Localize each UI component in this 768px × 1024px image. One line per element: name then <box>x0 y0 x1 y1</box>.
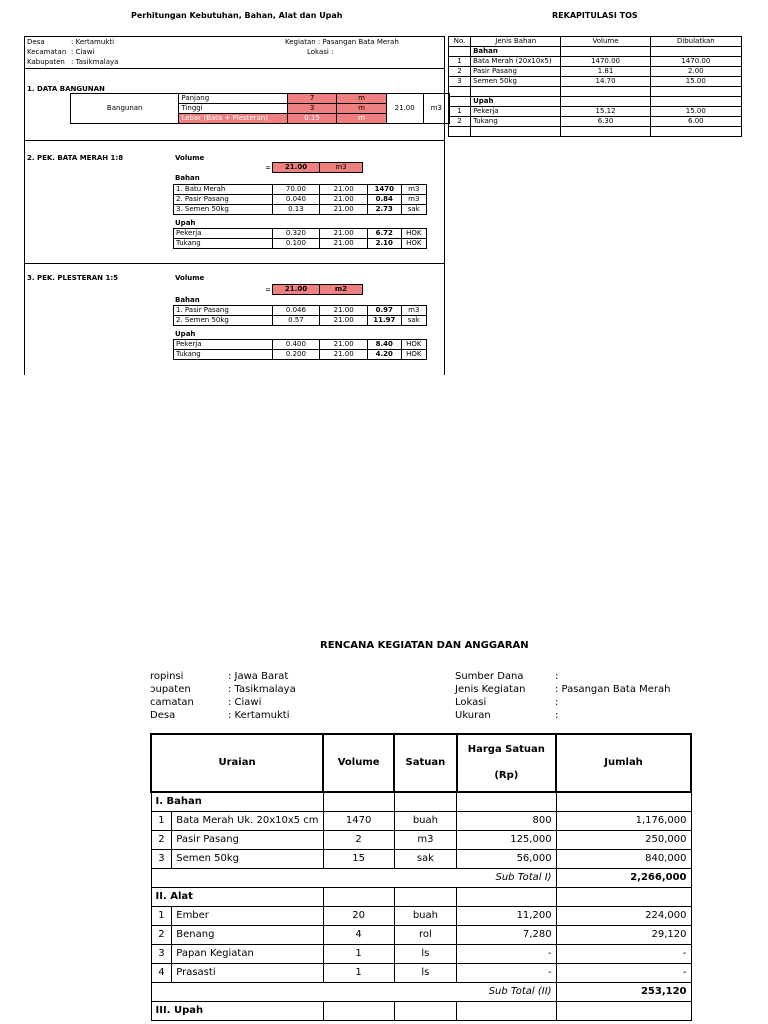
bangunan-volume-unit: m3 <box>423 94 449 124</box>
row-harga: 800 <box>457 812 556 831</box>
recap-no: 1 <box>449 107 471 117</box>
recap-no: 1 <box>449 57 471 67</box>
item-unit: sak <box>401 316 426 326</box>
row-satuan: buah <box>394 907 456 926</box>
recap-group-label: Upah <box>471 97 561 107</box>
item-unit: HOK <box>401 350 426 360</box>
recap-rounded: 2.00 <box>650 67 741 77</box>
item-total: 0.84 <box>368 195 402 205</box>
row-volume: 4 <box>323 926 394 945</box>
recap-rounded: 15.00 <box>650 107 741 117</box>
item-total: 2.10 <box>368 239 402 249</box>
header-volume: Volume <box>323 734 394 792</box>
header-harga <box>457 734 556 792</box>
dimension-name: Tinggi <box>179 104 287 114</box>
item-unit: m3 <box>401 195 426 205</box>
item-total: 8.40 <box>368 340 402 350</box>
info-value: : <box>555 697 559 708</box>
calculation-sheet <box>24 36 445 375</box>
kabupaten-value: : Tasikmalaya <box>71 58 119 66</box>
item-coef: 0.400 <box>272 340 320 350</box>
volume-unit: m2 <box>320 285 363 295</box>
desa-value: : Kertamukti <box>71 38 115 46</box>
item-coef: 0.57 <box>272 316 320 326</box>
row-volume: 15 <box>323 850 394 869</box>
upah-label: Upah <box>175 330 196 338</box>
item-unit: HOK <box>401 239 426 249</box>
dimension-unit: m <box>337 114 386 124</box>
row-satuan: sak <box>394 850 456 869</box>
info-label: Ukuran <box>455 710 491 721</box>
item-vol: 21.00 <box>320 340 368 350</box>
info-label: Lokasi <box>455 697 487 708</box>
recap-name: Semen 50kg <box>471 77 561 87</box>
item-coef: 0.040 <box>272 195 320 205</box>
header-jumlah: Jumlah <box>556 734 691 792</box>
row-volume: 1470 <box>323 812 394 831</box>
row-satuan: ls <box>394 945 456 964</box>
item-unit: sak <box>401 205 426 215</box>
volume-unit: m3 <box>320 163 363 173</box>
recap-no: 2 <box>449 117 471 127</box>
recap-name: Bata Merah (20x10x5) <box>471 57 561 67</box>
header-uraian: Uraian <box>151 734 323 792</box>
item-name: 2. Pasir Pasang <box>174 195 273 205</box>
item-name: Pekerja <box>174 229 273 239</box>
section-data-bangunan-title: 1. DATA BANGUNAN <box>27 85 105 93</box>
item-vol: 21.00 <box>320 306 368 316</box>
section-upah: III. Upah <box>151 1002 323 1021</box>
item-unit: m3 <box>401 185 426 195</box>
item-vol: 21.00 <box>320 239 368 249</box>
plesteran-upah-table <box>173 339 427 360</box>
item-vol: 21.00 <box>320 316 368 326</box>
dimension-unit: m <box>337 104 386 114</box>
kecamatan-value: : Ciawi <box>71 48 95 56</box>
recap-volume: 1470.00 <box>561 57 650 67</box>
row-uraian: Semen 50kg <box>172 850 323 869</box>
section-alat: II. Alat <box>151 888 323 907</box>
info-label: Jenis Kegiatan <box>455 684 526 695</box>
volume-label: Volume <box>175 274 205 282</box>
equals-sign: = <box>265 286 271 294</box>
dimension-value: 3 <box>287 104 336 114</box>
dimension-name: Panjang <box>179 94 287 104</box>
header-satuan: Satuan <box>394 734 456 792</box>
section-plesteran-title: 3. PEK. PLESTERAN 1:5 <box>27 274 119 282</box>
table-row <box>449 67 742 77</box>
item-name: Tukang <box>174 239 273 249</box>
volume-label: Volume <box>175 154 205 162</box>
item-unit: HOK <box>401 340 426 350</box>
table-row <box>449 57 742 67</box>
info-label: camatan <box>150 697 194 708</box>
subtotal-2-value: 253,120 <box>556 983 691 1002</box>
bahan-label: Bahan <box>175 174 200 182</box>
item-coef: 0.100 <box>272 239 320 249</box>
dimension-value: 0.15 <box>287 114 336 124</box>
row-no: 4 <box>151 964 172 983</box>
recap-rounded: 6.00 <box>650 117 741 127</box>
table-row <box>449 107 742 117</box>
row-no: 2 <box>151 926 172 945</box>
bata-merah-upah-table <box>173 228 427 249</box>
item-name: 1. Batu Merah <box>174 185 273 195</box>
dimension-unit: m <box>337 94 386 104</box>
row-no: 1 <box>151 907 172 926</box>
dimension-value: 7 <box>287 94 336 104</box>
upah-label: Upah <box>175 219 196 227</box>
info-label: ɔupaten <box>150 684 191 695</box>
bahan-label: Bahan <box>175 296 200 304</box>
info-value: : Tasikmalaya <box>228 684 296 695</box>
volume-value: 21.00 <box>273 163 320 173</box>
info-label: Sumber Dana <box>455 671 524 682</box>
recap-rounded: 15.00 <box>650 77 741 87</box>
recap-title: REKAPITULASI TOS <box>552 11 638 20</box>
plesteran-volume <box>272 284 363 295</box>
recap-name: Pekerja <box>471 107 561 117</box>
header-harga-unit: (Rp) <box>494 770 519 781</box>
info-value: : <box>555 671 559 682</box>
item-unit: m3 <box>401 306 426 316</box>
row-uraian: Prasasti <box>172 964 323 983</box>
recap-volume: 15.12 <box>561 107 650 117</box>
row-no: 3 <box>151 850 172 869</box>
data-bangunan-table <box>70 93 450 124</box>
recap-rounded: 1470.00 <box>650 57 741 67</box>
item-coef: 70.00 <box>272 185 320 195</box>
row-uraian: Pasir Pasang <box>172 831 323 850</box>
row-no: 1 <box>151 812 172 831</box>
row-harga: - <box>457 964 556 983</box>
rka-info-right <box>455 670 671 722</box>
info-label: ropinsi <box>150 671 184 682</box>
info-value: : Kertamukti <box>228 710 290 721</box>
kecamatan-label: Kecamatan <box>27 48 67 56</box>
item-total: 0.97 <box>368 306 402 316</box>
row-volume: 1 <box>323 964 394 983</box>
row-jumlah: 29,120 <box>556 926 691 945</box>
info-value: : Jawa Barat <box>228 671 289 682</box>
recap-no: 2 <box>449 67 471 77</box>
item-total: 11.97 <box>368 316 402 326</box>
plesteran-bahan-table <box>173 305 427 326</box>
volume-value: 21.00 <box>273 285 320 295</box>
rka-table <box>150 733 692 1021</box>
item-name: 1. Pasir Pasang <box>174 306 273 316</box>
kabupaten-label: Kabupaten <box>27 58 65 66</box>
row-volume: 2 <box>323 831 394 850</box>
row-jumlah: - <box>556 945 691 964</box>
row-harga: 56,000 <box>457 850 556 869</box>
recap-volume: 6.30 <box>561 117 650 127</box>
rka-info-left <box>150 670 296 722</box>
kegiatan-text: Kegiatan : Pasangan Bata Merah <box>285 38 399 46</box>
row-uraian: Ember <box>172 907 323 926</box>
row-jumlah: 224,000 <box>556 907 691 926</box>
item-vol: 21.00 <box>320 195 368 205</box>
row-no: 3 <box>151 945 172 964</box>
row-no: 2 <box>151 831 172 850</box>
subtotal-2-label: Sub Total (II) <box>151 983 556 1002</box>
item-vol: 21.00 <box>320 185 368 195</box>
desa-label: Desa <box>27 38 45 46</box>
table-row <box>151 831 691 850</box>
row-satuan: m3 <box>394 831 456 850</box>
lokasi-text: Lokasi : <box>307 48 334 56</box>
info-value: : Ciawi <box>228 697 262 708</box>
bangunan-volume: 21.00 <box>386 94 423 124</box>
recap-header: Jenis Bahan <box>471 37 561 47</box>
row-harga: 11,200 <box>457 907 556 926</box>
row-volume: 1 <box>323 945 394 964</box>
row-satuan: buah <box>394 812 456 831</box>
table-row <box>151 812 691 831</box>
recap-header: Volume <box>561 37 650 47</box>
table-row <box>151 907 691 926</box>
section-bata-merah-title: 2. PEK. BATA MERAH 1:8 <box>27 154 124 162</box>
row-harga: 125,000 <box>457 831 556 850</box>
item-vol: 21.00 <box>320 229 368 239</box>
table-row <box>449 77 742 87</box>
item-vol: 21.00 <box>320 350 368 360</box>
table-row <box>151 945 691 964</box>
row-harga: - <box>457 945 556 964</box>
item-name: 2. Semen 50kg <box>174 316 273 326</box>
row-satuan: ls <box>394 964 456 983</box>
recap-no: 3 <box>449 77 471 87</box>
subtotal-1-value: 2,266,000 <box>556 869 691 888</box>
item-name: 3. Semen 50kg <box>174 205 273 215</box>
info-value: : Pasangan Bata Merah <box>555 684 671 695</box>
row-satuan: rol <box>394 926 456 945</box>
table-row <box>449 117 742 127</box>
table-row <box>151 964 691 983</box>
table-row <box>151 850 691 869</box>
item-total: 4.20 <box>368 350 402 360</box>
bata-merah-bahan-table <box>173 184 427 215</box>
bangunan-label: Bangunan <box>71 94 179 124</box>
item-coef: 0.320 <box>272 229 320 239</box>
item-coef: 0.046 <box>272 306 320 316</box>
recap-volume: 1.81 <box>561 67 650 77</box>
recap-name: Tukang <box>471 117 561 127</box>
recap-name: Pasir Pasang <box>471 67 561 77</box>
item-name: Pekerja <box>174 340 273 350</box>
info-value: : <box>555 710 559 721</box>
row-jumlah: 250,000 <box>556 831 691 850</box>
section-bahan: I. Bahan <box>151 792 323 812</box>
equals-sign: = <box>265 164 271 172</box>
item-total: 1470 <box>368 185 402 195</box>
row-jumlah: 840,000 <box>556 850 691 869</box>
subtotal-1-label: Sub Total I) <box>151 869 556 888</box>
recap-header: No. <box>449 37 471 47</box>
item-total: 6.72 <box>368 229 402 239</box>
row-jumlah: 1,176,000 <box>556 812 691 831</box>
row-uraian: Papan Kegiatan <box>172 945 323 964</box>
item-vol: 21.00 <box>320 205 368 215</box>
header-harga-label: Harga Satuan <box>467 744 545 755</box>
recap-volume: 14.70 <box>561 77 650 87</box>
bata-merah-volume <box>272 162 363 173</box>
info-label: Desa <box>150 710 176 721</box>
sheet-title: Perhitungan Kebutuhan, Bahan, Alat dan Upah <box>131 11 343 20</box>
recap-group-label: Bahan <box>471 47 561 57</box>
row-volume: 20 <box>323 907 394 926</box>
dimension-name: Lebar (Bata + Plesteran) <box>179 114 287 124</box>
recap-header: Dibulatkan <box>650 37 741 47</box>
recap-table <box>448 36 742 137</box>
item-name: Tukang <box>174 350 273 360</box>
table-row <box>151 926 691 945</box>
row-uraian: Benang <box>172 926 323 945</box>
row-jumlah: - <box>556 964 691 983</box>
row-uraian: Bata Merah Uk. 20x10x5 cm <box>172 812 323 831</box>
item-coef: 0.13 <box>272 205 320 215</box>
item-total: 2.73 <box>368 205 402 215</box>
row-harga: 7,280 <box>457 926 556 945</box>
rka-title: RENCANA KEGIATAN DAN ANGGARAN <box>320 640 529 651</box>
item-coef: 0.200 <box>272 350 320 360</box>
item-unit: HOK <box>401 229 426 239</box>
